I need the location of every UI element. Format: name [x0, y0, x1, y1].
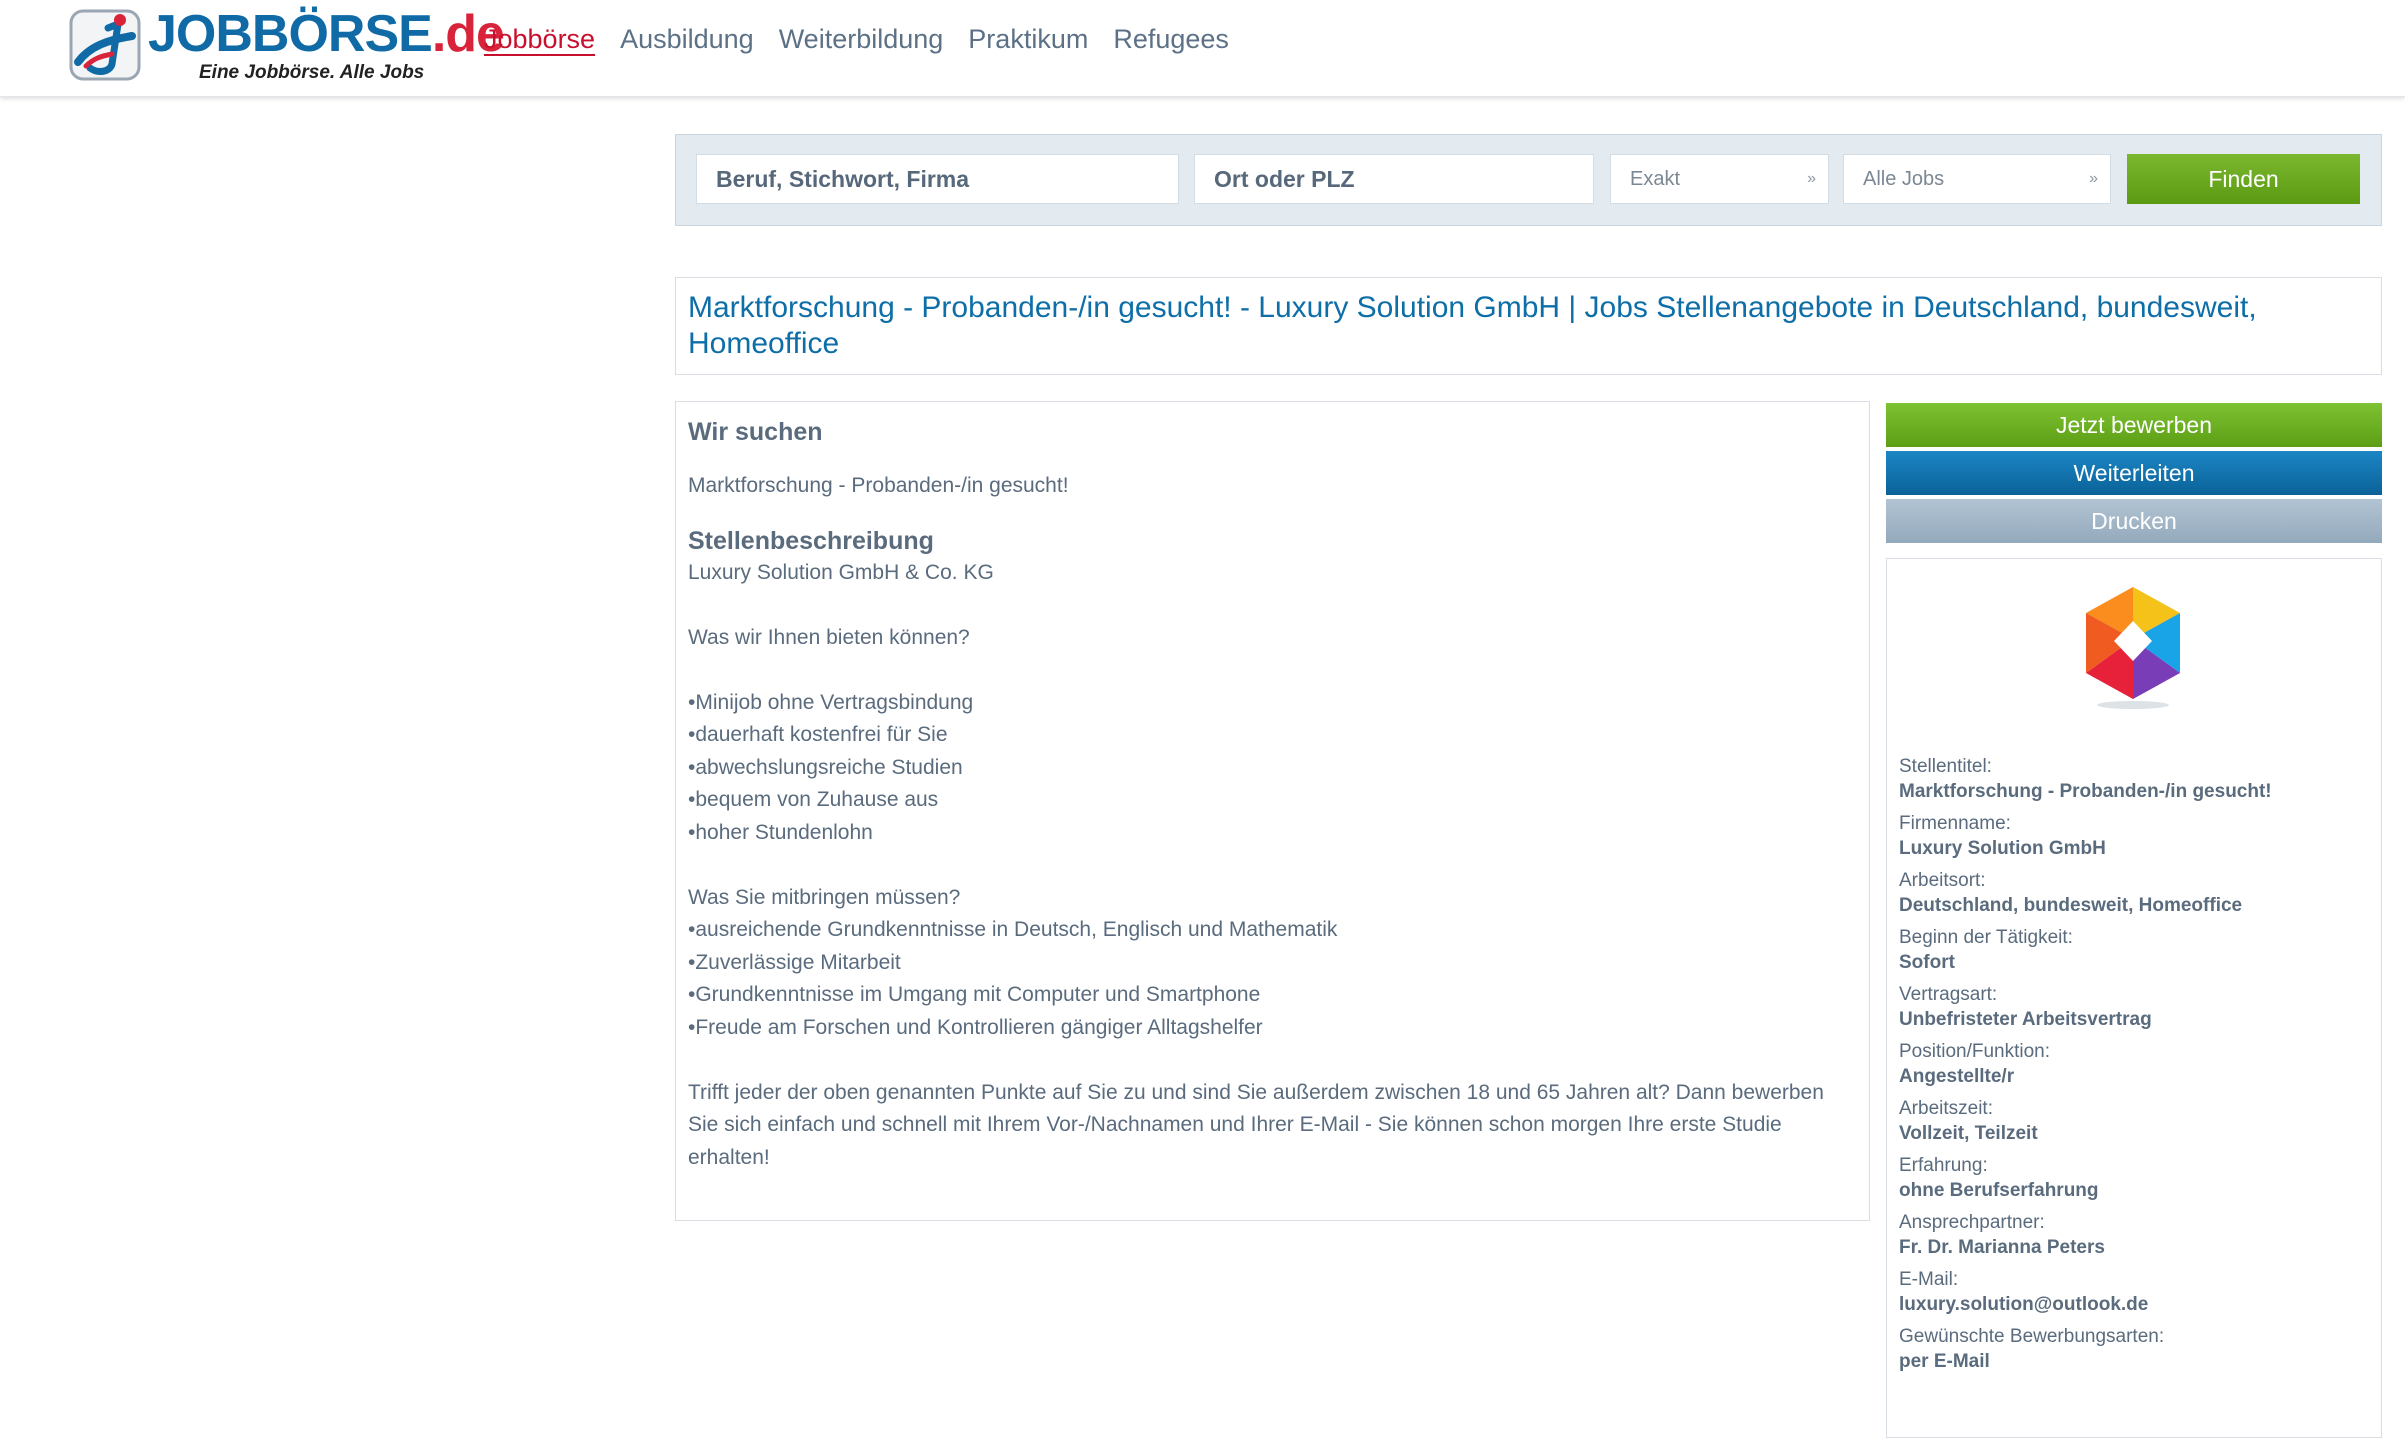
info-field	[1899, 869, 2369, 918]
radius-select-value: Exakt	[1630, 168, 1681, 190]
job-description	[675, 401, 1870, 1221]
info-value: Angestellte/r	[1899, 1065, 2015, 1087]
search-submit-button[interactable]: Finden	[2127, 154, 2360, 204]
info-label: Arbeitsort:	[1899, 870, 1986, 891]
info-value: ohne Berufserfahrung	[1899, 1179, 2099, 1201]
site-logo[interactable]	[68, 5, 504, 84]
requirements-question: Was Sie mitbringen müssen?	[688, 885, 961, 909]
print-button[interactable]: Drucken	[1886, 499, 2382, 543]
company-logo	[2072, 581, 2194, 711]
logo-tagline: Eine Jobbörse. Alle Jobs	[199, 62, 425, 83]
main-nav	[484, 24, 1254, 55]
list-item: •bequem von Zuhause aus	[688, 788, 939, 811]
info-field	[1899, 1097, 2369, 1146]
jobtype-select[interactable]	[1843, 154, 2111, 204]
list-item: •Grundkenntnisse im Umgang mit Computer und Smartphone	[688, 983, 1261, 1006]
nav-praktikum[interactable]: Praktikum	[968, 24, 1089, 54]
job-title-box	[675, 277, 2382, 375]
nav-weiterbildung[interactable]: Weiterbildung	[778, 24, 944, 54]
info-value: Marktforschung - Probanden-/in gesucht!	[1899, 780, 2272, 802]
site-header	[0, 0, 2405, 97]
info-value: Luxury Solution GmbH	[1899, 837, 2106, 859]
keyword-input[interactable]	[696, 154, 1179, 204]
info-value: Fr. Dr. Marianna Peters	[1899, 1236, 2105, 1258]
info-label: Ansprechpartner:	[1899, 1212, 2045, 1233]
info-field	[1899, 755, 2369, 804]
radius-select[interactable]	[1610, 154, 1829, 204]
info-field	[1899, 1040, 2369, 1089]
job-name: Marktforschung - Probanden-/in gesucht!	[688, 474, 1069, 497]
info-value: Unbefristeter Arbeitsvertrag	[1899, 1008, 2152, 1030]
page-title: Marktforschung - Probanden-/in gesucht! - Luxury Solution GmbH | Jobs Stellenangebote in Deutschland, bundesweit, Homeoffice	[688, 291, 2257, 360]
forward-button[interactable]: Weiterleiten	[1886, 451, 2382, 495]
heading-stellenbeschreibung: Stellenbeschreibung	[688, 526, 934, 555]
info-label: Erfahrung:	[1899, 1155, 1988, 1176]
info-label: Arbeitszeit:	[1899, 1098, 1993, 1119]
info-value: Deutschland, bundesweit, Homeoffice	[1899, 894, 2243, 916]
nav-refugees[interactable]: Refugees	[1113, 24, 1229, 54]
info-value: per E-Mail	[1899, 1350, 1990, 1372]
info-field	[1899, 1325, 2369, 1374]
info-label: Vertragsart:	[1899, 984, 1998, 1005]
list-item: •ausreichende Grundkenntnisse in Deutsch, Englisch und Mathematik	[688, 918, 1338, 941]
list-item: •Minijob ohne Vertragsbindung	[688, 690, 974, 714]
apply-button[interactable]: Jetzt bewerben	[1886, 403, 2382, 447]
list-item: •abwechslungsreiche Studien	[688, 755, 963, 779]
info-field	[1899, 1268, 2369, 1317]
list-item: •dauerhaft kostenfrei für Sie	[688, 723, 948, 746]
offer-question: Was wir Ihnen bieten können?	[688, 625, 970, 649]
info-value: Sofort	[1899, 951, 1955, 973]
info-field	[1899, 983, 2369, 1032]
info-field	[1899, 926, 2369, 975]
info-value: Vollzeit, Teilzeit	[1899, 1122, 2038, 1144]
nav-ausbildung[interactable]: Ausbildung	[620, 24, 754, 54]
search-bar	[675, 134, 2382, 226]
company-line: Luxury Solution GmbH & Co. KG	[688, 560, 994, 584]
job-info-fields	[1899, 755, 2369, 1382]
info-label: Position/Funktion:	[1899, 1041, 2051, 1062]
location-input[interactable]	[1194, 154, 1594, 204]
nav-jobboerse[interactable]: Jobbörse	[484, 24, 596, 54]
heading-wir-suchen: Wir suchen	[688, 418, 823, 446]
list-item: •Zuverlässige Mitarbeit	[688, 950, 901, 974]
info-field	[1899, 1211, 2369, 1260]
jobtype-select-value: Alle Jobs	[1863, 168, 1945, 190]
info-field	[1899, 812, 2369, 861]
info-value-email[interactable]: luxury.solution@outlook.de	[1899, 1293, 2149, 1315]
list-item: •Freude am Forschen und Kontrollieren gängiger Alltagshelfer	[688, 1015, 1263, 1039]
chevron-down-icon: »	[2089, 170, 2098, 187]
logo-wordmark: JOBBÖRSE.de	[148, 5, 504, 63]
info-field	[1899, 1154, 2369, 1203]
closing-text: Trifft jeder der oben genannten Punkte auf Sie zu und sind Sie außerdem zwischen 18 und 65 Jahren alt? Dann bewerben Sie sich einfach und schnell mit Ihrem Vor-/Nachnamen und Ihrer E-Mail - Sie können schon morgen Ihre erste Studie erhalten!	[688, 1080, 1824, 1169]
info-label: Gewünschte Bewerbungsarten:	[1899, 1326, 2165, 1347]
jobboerse-logo-icon	[68, 6, 144, 82]
info-label: Firmenname:	[1899, 813, 2011, 834]
job-info-box	[1886, 558, 2382, 1438]
chevron-down-icon: »	[1807, 170, 1816, 187]
info-label: Beginn der Tätigkeit:	[1899, 927, 2073, 948]
info-label: E-Mail:	[1899, 1269, 1959, 1290]
list-item: •hoher Stundenlohn	[688, 820, 873, 844]
info-label: Stellentitel:	[1899, 756, 1992, 777]
